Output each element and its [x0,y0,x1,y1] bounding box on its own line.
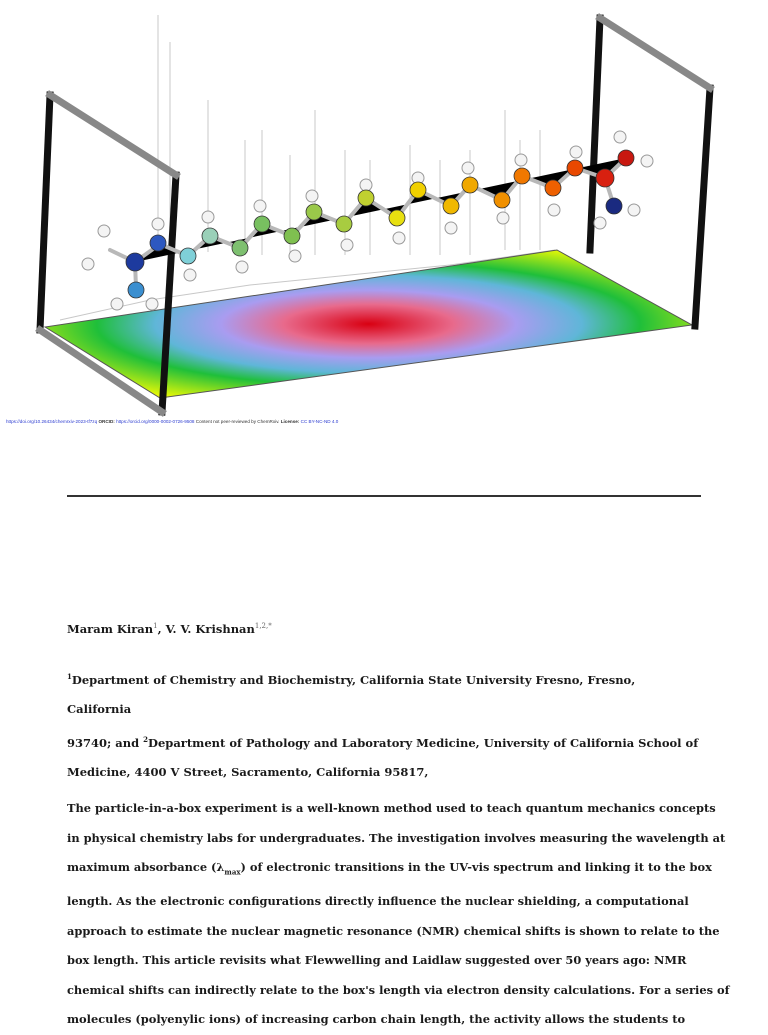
abstract-line [67,853,712,887]
license-link[interactable]: CC BY-NC-ND 4.0 [300,419,339,424]
affiliation-text: Department of Chemistry and Biochemistry, California State University Fresno, Fresno, California [67,672,636,717]
affiliations [67,662,701,788]
license-label: License: [280,419,300,424]
abstract-text: ) of electronic transitions in the UV-vis spectrum and linking it to the box [240,860,712,875]
abstract-line: approach to estimate the nuclear magnetic resonance (NMR) chemical shifts is shown to relate to the [67,923,720,938]
abstract-line: molecules (polyenylic ions) of increasing carbon chain length, the activity allows the students to [67,1012,686,1027]
lambda-max-subscript: max [224,867,241,877]
box-floor [45,250,692,398]
abstract [67,794,730,1035]
toc-figure [0,0,768,425]
abstract-text: maximum absorbance (λ [67,860,225,875]
affiliation-text: 93740; and [67,735,144,750]
doi-link[interactable]: https://doi.org/10.26434/chemrxiv-2023-tf7zq [6,419,98,424]
author-separator: , [157,622,166,636]
review-text: Content not peer-reviewed by ChemRxiv. [195,419,280,424]
author-name: Maram Kiran [67,622,154,636]
abstract-line: length. As the electronic configurations directly influence the nuclear shielding, a computational [67,894,689,909]
author-affiliation-marker: 1,2,* [254,622,272,631]
affiliation-text: Medicine, 4400 V Street, Sacramento, California 95817, [67,765,429,780]
section-divider [67,495,701,497]
abstract-line: box length. This article revisits what Flewwelling and Laidlaw suggested over 50 years ago: NMR [67,953,687,968]
orcid-link[interactable]: https://orcid.org/0000-0002-0726-9508 [116,419,195,424]
author-affiliation-marker: 1 [153,622,158,631]
author-name: V. V. Krishnan [165,622,255,636]
abstract-line: chemical shifts can indirectly relate to the box's length via electron density calculations. For a series of [67,982,730,997]
abstract-line: in physical chemistry labs for undergraduates. The investigation involves measuring the wavelength at [67,830,726,845]
author-list [67,622,272,636]
affiliation-marker: 2 [143,734,148,744]
affiliation-text: Department of Pathology and Laboratory Medicine, University of California School of [148,735,699,750]
preprint-notice [6,419,338,424]
orcid-label: ORCID: [98,419,115,424]
affiliation-marker: 1 [67,672,72,681]
abstract-line: The particle-in-a-box experiment is a well-known method used to teach quantum mechanics concepts [67,801,716,815]
